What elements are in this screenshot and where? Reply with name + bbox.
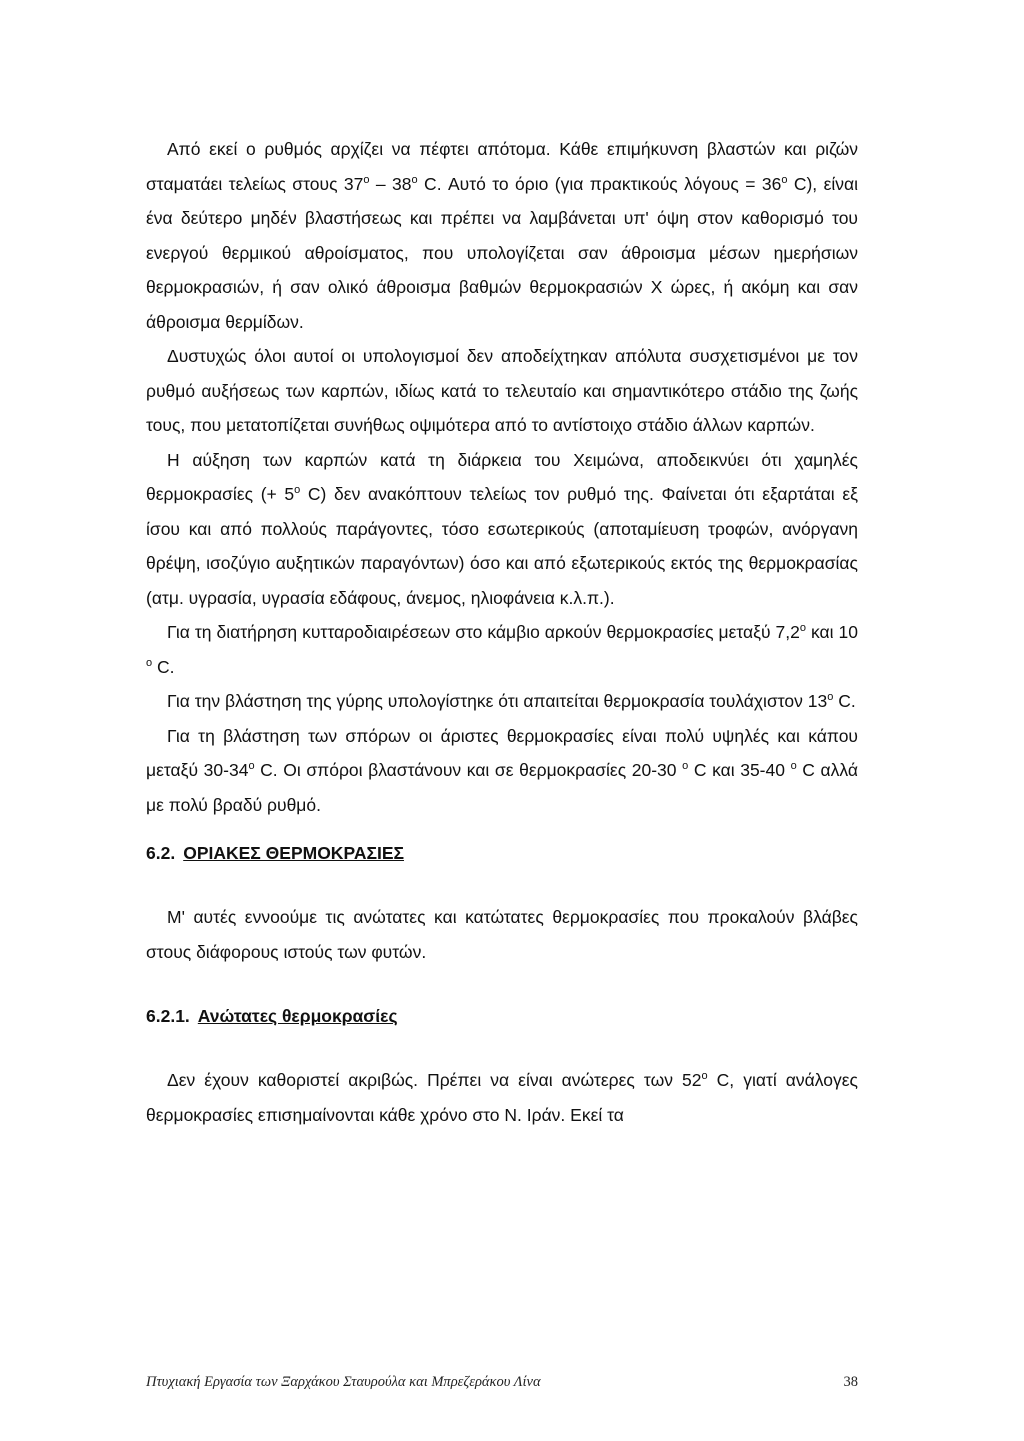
- degree-superscript: o: [363, 173, 370, 186]
- degree-superscript: o: [701, 1070, 708, 1082]
- paragraph-text: Για τη βλάστηση των σπόρων οι άριστες θερμοκρασίες είναι πολύ υψηλές και κάπου μεταξύ 30-34: [146, 725, 858, 780]
- degree-superscript: o: [146, 656, 153, 669]
- spacer: [146, 1033, 858, 1063]
- spacer: [146, 969, 858, 999]
- paragraph: [146, 684, 858, 719]
- document-body: [146, 132, 858, 1132]
- degree-superscript: o: [248, 760, 255, 772]
- degree-superscript: o: [790, 760, 797, 772]
- paragraph-text: Η αύξηση των καρπών κατά τη διάρκεια του Χειμώνα, αποδεικνύει ότι χαμηλές θερμοκρασίες (+ 5: [146, 449, 858, 504]
- paragraph-text: C. Οι σπόροι βλαστάνουν και σε θερμοκρασίες 20-30: [254, 760, 683, 780]
- subsection-title: Ανώτατες θερμοκρασίες: [197, 1006, 398, 1026]
- paragraph-text: – 38: [369, 173, 412, 194]
- paragraph-text: C και 35-40: [688, 760, 791, 780]
- paragraph-text: C.: [152, 656, 175, 677]
- degree-superscript: o: [799, 622, 807, 634]
- page-footer: [146, 1374, 858, 1391]
- paragraph-text: C, γιατί ανάλογες θερμοκρασίες επισημαίνονται κάθε χρόνο στο Ν. Ιράν. Εκεί τα: [146, 1070, 858, 1125]
- subsection-number: 6.2.1.: [146, 1006, 190, 1026]
- paragraph-text: Από εκεί ο ρυθμός αρχίζει να πέφτει απότομα. Κάθε επιμήκυνση βλαστών και ριζών σταματάει τελείως στους 37: [146, 139, 858, 194]
- paragraph: [146, 615, 858, 684]
- section-number: 6.2.: [146, 843, 176, 863]
- paragraph-text: και 10: [806, 622, 858, 642]
- spacer: [146, 870, 858, 900]
- degree-superscript: o: [682, 760, 689, 772]
- paragraph-text: C.: [833, 691, 856, 711]
- degree-superscript: o: [781, 173, 788, 186]
- paragraph: Δυστυχώς όλοι αυτοί οι υπολογισμοί δεν αποδείχτηκαν απόλυτα συσχετισμένοι με τον ρυθμό αυξήσεως των καρπών, ιδίως κατά το τελευταίο και σημαντικότερο στάδιο της ζωής τους, που μετατοπίζεται συνήθως οψιμότερα από το αντίστοιχο στάδιο άλλων καρπών.: [146, 346, 858, 435]
- paragraph-text: C) δεν ανακόπτουν τελείως τον ρυθμό της. Φαίνεται ότι εξαρτάται εξ ίσου και από πολλούς παράγοντες, τόσο εσωτερικούς (αποταμίευση τροφών, ανόργανη θρέψη, ισοζύγιο αυξητικών παραγόντων) όσο και από εξωτερικούς εκτός της θερμοκρασίας (ατμ. υγρασία, υγρασία εδάφους, άνεμος, ηλιοφάνεια κ.λ.π.).: [146, 484, 858, 608]
- paragraph: [146, 1063, 858, 1132]
- paragraph-text: C αλλά με πολύ βραδύ ρυθμό.: [146, 760, 859, 815]
- paragraph: [146, 443, 858, 616]
- paragraph-text: C. Αυτό το όριο (για πρακτικούς λόγους = 36: [417, 173, 782, 194]
- section-heading: [146, 836, 858, 870]
- degree-superscript: o: [411, 173, 418, 186]
- paragraph: Μ' αυτές εννοούμε τις ανώτατες και κατώτατες θερμοκρασίες που προκαλούν βλάβες στους διάφορους ιστούς των φυτών.: [146, 907, 858, 962]
- degree-superscript: o: [294, 484, 301, 496]
- paragraph-text: Για την βλάστηση της γύρης υπολογίστηκε ότι απαιτείται θερμοκρασία τουλάχιστον 13: [167, 691, 828, 711]
- paragraph: [146, 132, 858, 339]
- section-title: ΟΡΙΑΚΕΣ ΘΕΡΜΟΚΡΑΣΙΕΣ: [183, 843, 404, 863]
- page-number: 38: [843, 1374, 858, 1390]
- degree-superscript: o: [827, 691, 834, 703]
- spacer: [146, 822, 858, 836]
- footer-text: Πτυχιακή Εργασία των Ξαρχάκου Σταυρούλα και Μπρεζεράκου Λίνα: [146, 1374, 541, 1390]
- paragraph: [146, 719, 858, 823]
- paragraph-text: C), είναι ένα δεύτερο μηδέν βλαστήσεως και πρέπει να λαμβάνεται υπ' όψη στον καθορισμό του ενεργού θερμικού αθροίσματος, που υπολογίζεται σαν άθροισμα μέσων ημερήσιων θερμοκρασιών, ή σαν ολικό άθροισμα βαθμών θερμοκρασιών Χ ώρες, ή ακόμη και σαν άθροισμα θερμίδων.: [146, 173, 859, 332]
- paragraph-text: Δεν έχουν καθοριστεί ακριβώς. Πρέπει να είναι ανώτερες των 52: [167, 1070, 702, 1090]
- paragraph-text: Για τη διατήρηση κυτταροδιαιρέσεων στο κάμβιο αρκούν θερμοκρασίες μεταξύ 7,2: [167, 622, 800, 642]
- subsection-heading: [146, 999, 858, 1033]
